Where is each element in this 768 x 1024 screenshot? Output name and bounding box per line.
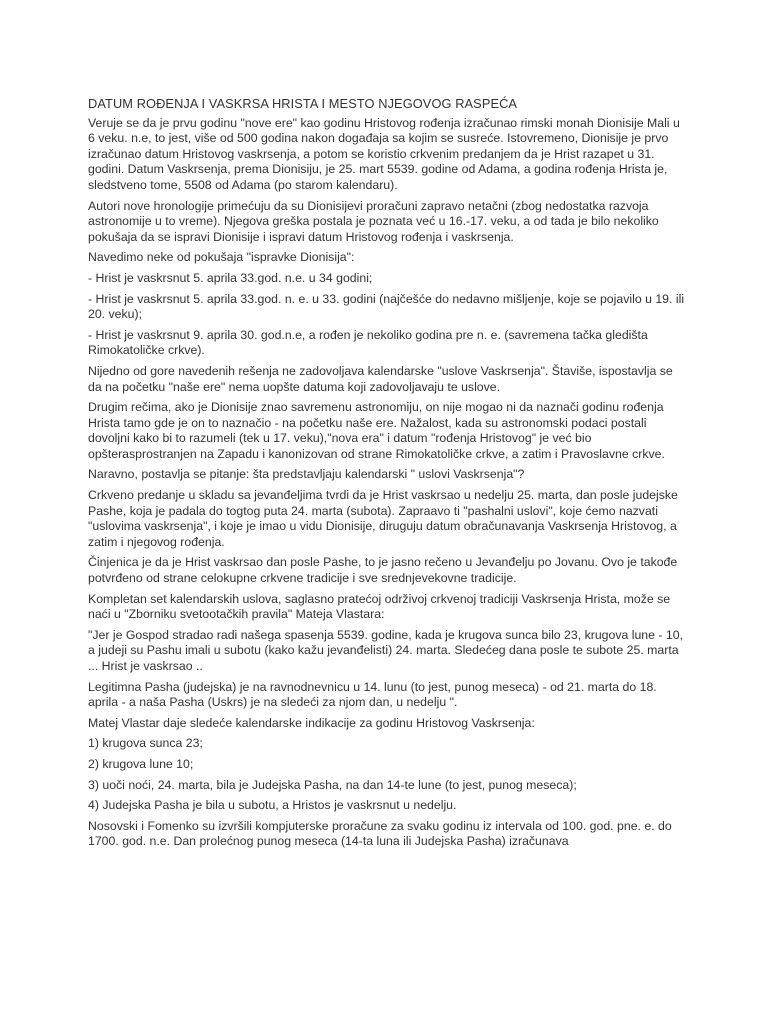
paragraph: 3) uoči noći, 24. marta, bila je Judejska Pasha, na dan 14-te lune (to jest, punog meseca); (88, 777, 577, 792)
paragraph: Navedimo neke od pokušaja "ispravke Dionisija": (88, 250, 355, 265)
paragraph: 2) krugova lune 10; (88, 756, 194, 771)
paragraph: Veruje se da je prvu godinu "nove ere" kao godinu Hristovog rođenja izračunao rimski monah Dionisije Mali u 6 veku. n.e, to jest, više od 500 godina nakon događaja sa kojim se susreće. Istovremeno, Dionisije je prvo izračunao datum Hristovog vaskrsenja, a potom se koristio crkvenim predanjem da je Hrist razapet u 31. godini. Datum Vaskrsenja, prema Dionisiju, je 25. mart 5539. godine od Adama, a godina rođenja Hrista je, sledstveno tome, 5508 od Adama (po starom kalendaru). (88, 115, 680, 192)
paragraph: - Hrist je vaskrsnut 9. aprila 30. god.n.e, a rođen je nekoliko godina pre n. e. (savremena tačka gledišta Rimokatoličke crkve). (88, 327, 648, 358)
paragraph: Nosovski i Fomenko su izvršili kompjuterske proračune za svaku godinu iz intervala od 100. god. pne. e. do 1700. god. n.e. Dan prolećnog punog meseca (14-ta luna ili Judejska Pasha) izračunava (88, 818, 672, 849)
paragraph: - Hrist je vaskrsnut 5. aprila 33.god. n. e. u 33. godini (najčešće do nedavno mišljenje, koje se pojavilo u 19. ili 20. veku); (88, 291, 685, 322)
paragraph: Nijedno od gore navedenih rešenja ne zadovoljava kalendarske "uslove Vaskrsenja". Štaviše, ispostavlja se da na početku "naše ere" nema uopšte datuma koji zadovoljavaju te uslove. (88, 363, 673, 394)
paragraph: Kompletan set kalendarskih uslova, saglasno pratećoj održivoj crkvenoj tradiciji Vaskrsenja Hrista, može se naći u "Zborniku svetootačkih pravila" Mateja Vlastara: (88, 591, 671, 622)
paragraph: 4) Judejska Pasha je bila u subotu, a Hristos je vaskrsnut u nedelju. (88, 798, 457, 813)
paragraph: Autori nove hronologije primećuju da su Dionisijevi proračuni zapravo netačni (zbog nedostatka razvoja astronomije u to vreme). Njegova greška postala je poznata već u 16.-17. veku, a od tada je bilo nekoliko pokušaja da se ispravi Dionisije i ispravi datum Hristovog rođenja i vaskrsenja. (88, 198, 659, 244)
paragraph: 1) krugova sunca 23; (88, 736, 203, 751)
paragraph: Činjenica je da je Hrist vaskrsao dan posle Pashe, to je jasno rečeno u Jevanđelju po Jovanu. Ovo je takođe potvrđeno od strane celokupne crkvene tradicije i sve srednjevekovne tradicije. (88, 555, 678, 586)
paragraph: Crkveno predanje u skladu sa jevanđeljima tvrdi da je Hrist vaskrsao u nedelju 25. marta, dan posle judejske Pashe, koja je padala do togtog puta 24. marta (subota). Zapraavo ti "pashalni uslovi", koje ćemo nazvati "uslovima vaskrsenja", i koje je imao u vidu Dionisije, diruguju datum obračunavanja Vaskrsenja Hristovog, a zatim i njegovog rođenja. (88, 488, 678, 549)
paragraph: Legitimna Pasha (judejska) je na ravnodnevnicu u 14. lunu (to jest, punog meseca) - od 21. marta do 18. aprila - a naša Pasha (Uskrs) je na sledeći za njom dan, u nedelju ". (88, 679, 657, 710)
paragraph: Drugim rečima, ako je Dionisije znao savremenu astronomiju, on nije mogao ni da naznači godinu rođenja Hrista tamo gde je on to naznačio - na početku naše ere. Nažalost, kada su astronomski podaci postali dovoljni kako bi to razumeli (tek u 17. veku),"nova era" i datum "rođenja Hristovog" je već bio opšterasprostranjen na Zapadu i kanonizovan od strane Rimokatoličke crkve, a zatim i Pravoslavne crkve. (88, 400, 665, 461)
document-title: DATUM ROĐENJA I VASKRSA HRISTA I MESTO NJEGOVOG RASPEĆA (88, 96, 518, 111)
paragraph: - Hrist je vaskrsnut 5. aprila 33.god. n.e. u 34 godini; (88, 270, 373, 285)
paragraph: Matej Vlastar daje sledeće kalendarske indikacije za godinu Hristovog Vaskrsenja: (88, 715, 535, 730)
document-page (88, 96, 686, 855)
document-body (88, 116, 686, 850)
paragraph: Naravno, postavlja se pitanje: šta predstavljaju kalendarski " uslovi Vaskrsenja"? (88, 467, 525, 482)
paragraph: "Jer je Gospod stradao radi našega spasenja 5539. godine, kada je krugova sunca bilo 23, krugova lune - 10, a judeji su Pashu imali u subotu (kako kažu jevanđelisti) 24. marta. Sledećeg dana posle te subote 25. marta ... Hrist je vaskrsao .. (88, 627, 684, 673)
